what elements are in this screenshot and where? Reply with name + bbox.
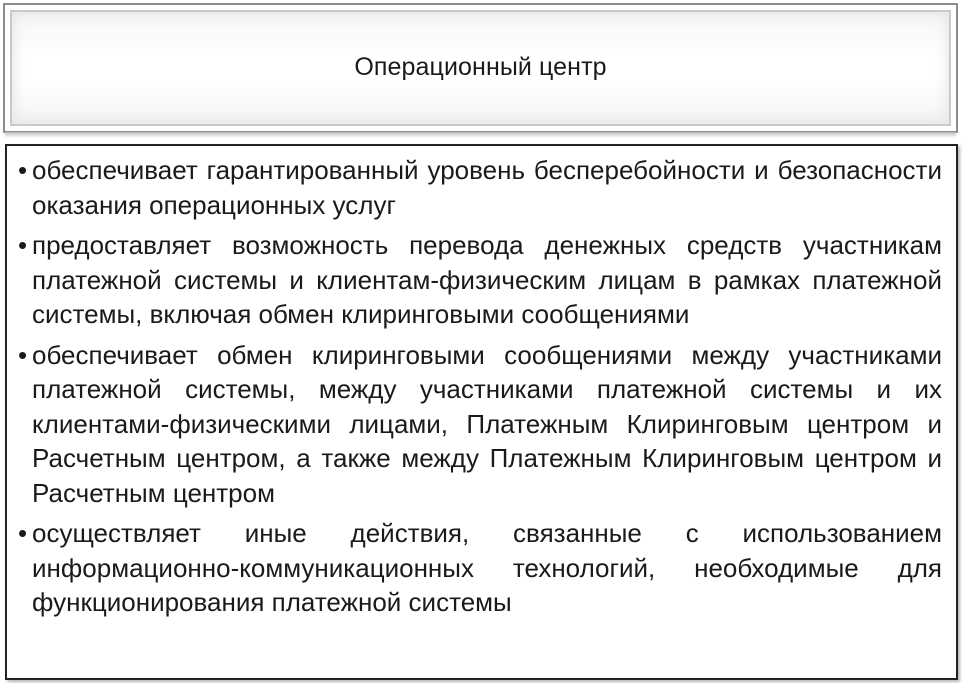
list-item-text: предоставляет возможность перевода денежных средств участникам платежной системы и клиентам-физическим лицам в рамках платежной системы, включая обмен клиринговыми сообщениями [32,230,942,329]
list-item-text: обеспечивает гарантированный уровень бесперебойности и безопасности оказания операционных услуг [32,155,942,220]
bullet-list [7,146,956,620]
list-item [18,338,942,511]
header-box [3,3,958,133]
content-box [5,144,958,680]
list-item [18,228,942,332]
list-item [18,153,942,222]
list-item-text: обеспечивает обмен клиринговыми сообщениями между участниками платежной системы, между участниками платежной системы и их клиентами-физическими лицами, Платежным Клиринговым центром и Расчетным центром, а также между Платежным Клиринговым центром и Расчетным центром [32,339,942,508]
bullet-icon: • [18,518,28,548]
list-item [18,516,942,620]
list-item-text: осуществляет иные действия, связанные с использованием информационно-коммуникационных технологий, необходимые для функционирования платежной системы [32,518,942,617]
header-title: Операционный центр [354,52,607,81]
bullet-icon: • [18,230,28,260]
bullet-icon: • [18,339,28,370]
bullet-icon: • [18,155,28,185]
